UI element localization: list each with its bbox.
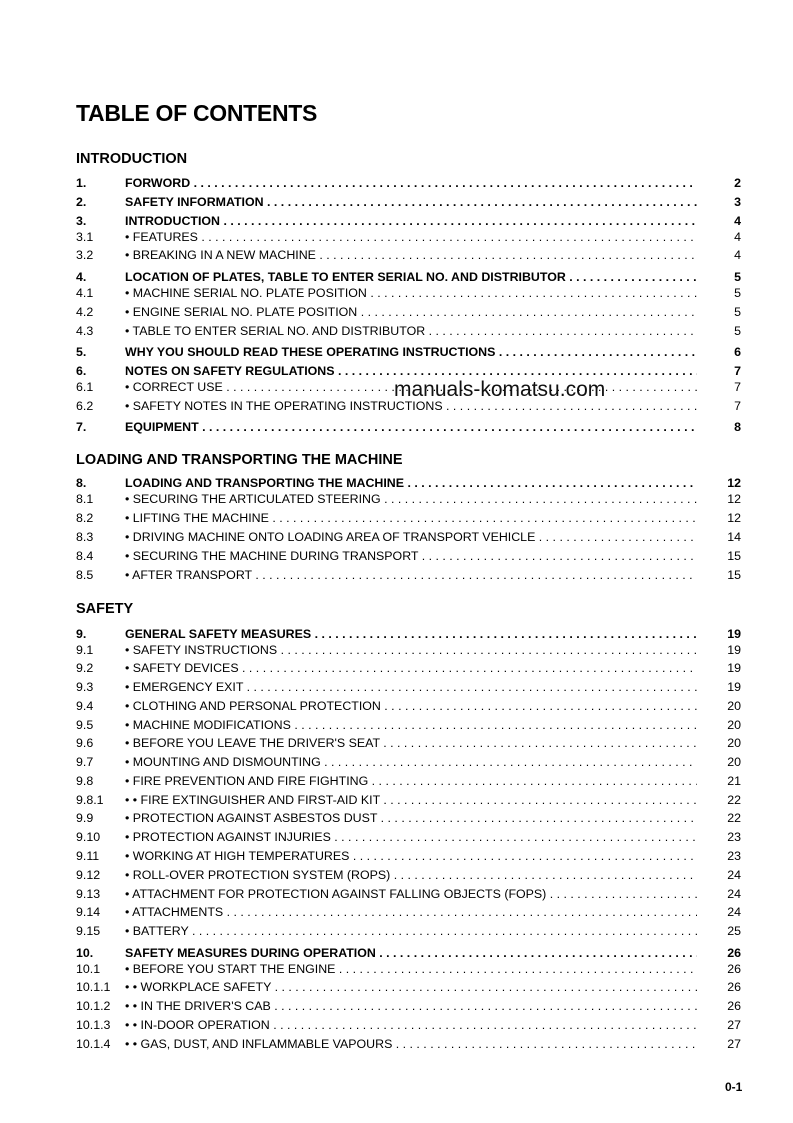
entry-page: 26 (727, 999, 741, 1013)
entry-page: 8 (734, 420, 741, 434)
entry-title: EQUIPMENT . . . (125, 419, 697, 436)
entry-number: 8.2 (76, 511, 94, 525)
entry-number: 8. (76, 476, 87, 490)
entry-title: • PROTECTION AGAINST INJURIES . . . (125, 829, 697, 846)
toc-entry[interactable] (76, 979, 741, 996)
toc-entry[interactable] (76, 285, 741, 302)
toc-entry[interactable] (76, 886, 741, 903)
entry-page: 25 (727, 924, 741, 938)
entry-title: • WORKING AT HIGH TEMPERATURES . . . (125, 848, 697, 865)
entry-page: 20 (727, 699, 741, 713)
entry-page: 24 (727, 887, 741, 901)
entry-number: 3.1 (76, 230, 94, 244)
toc-entry[interactable] (76, 548, 741, 565)
toc-entry[interactable] (76, 269, 741, 286)
entry-number: 9. (76, 627, 87, 641)
entry-title: • FIRE PREVENTION AND FIRE FIGHTING . . . (125, 773, 697, 790)
entry-number: 3.2 (76, 248, 94, 262)
entry-number: 9.2 (76, 661, 94, 675)
section-heading-introduction: INTRODUCTION (76, 151, 188, 167)
entry-number: 9.15 (76, 924, 101, 938)
toc-entry[interactable] (76, 810, 741, 827)
entry-title: GENERAL SAFETY MEASURES . . . (125, 626, 697, 643)
entry-title: • SAFETY DEVICES . . . (125, 660, 697, 677)
entry-title: • TABLE TO ENTER SERIAL NO. AND DISTRIBUTOR . . . (125, 323, 697, 340)
toc-entry[interactable] (76, 961, 741, 978)
toc-entry[interactable] (76, 717, 741, 734)
toc-entry[interactable] (76, 923, 741, 940)
entry-title: • MACHINE SERIAL NO. PLATE POSITION . . . (125, 285, 697, 302)
page-number: 0-1 (725, 1080, 743, 1094)
toc-entry[interactable] (76, 529, 741, 546)
entry-title: SAFETY INFORMATION . . . (125, 194, 697, 211)
entry-title: • SECURING THE ARTICULATED STEERING . . . (125, 491, 697, 508)
entry-title: • • IN-DOOR OPERATION . . . (125, 1017, 697, 1034)
toc-entry[interactable] (76, 945, 741, 962)
entry-number: 6.1 (76, 380, 94, 394)
entry-page: 7 (734, 364, 741, 378)
entry-title: FORWORD . . . (125, 175, 697, 192)
entry-title: • BATTERY . . . (125, 923, 697, 940)
entry-page: 2 (734, 176, 741, 190)
toc-entry[interactable] (76, 175, 741, 192)
entry-title: WHY YOU SHOULD READ THESE OPERATING INSTRUCTIONS . . . (125, 344, 697, 361)
toc-entry[interactable] (76, 904, 741, 921)
toc-entry[interactable] (76, 419, 741, 436)
entry-number: 9.1 (76, 643, 94, 657)
toc-entry[interactable] (76, 660, 741, 677)
entry-number: 5. (76, 345, 87, 359)
entry-number: 10. (76, 946, 94, 960)
entry-number: 2. (76, 195, 87, 209)
entry-page: 4 (734, 214, 741, 228)
toc-entry[interactable] (76, 679, 741, 696)
entry-number: 8.4 (76, 549, 94, 563)
entry-page: 22 (727, 811, 741, 825)
entry-title: • BREAKING IN A NEW MACHINE . . . (125, 247, 697, 264)
entry-number: 1. (76, 176, 87, 190)
toc-entry[interactable] (76, 491, 741, 508)
entry-title: • MACHINE MODIFICATIONS . . . (125, 717, 697, 734)
watermark: manuals-komatsu.com (394, 378, 606, 401)
entry-number: 9.8 (76, 774, 94, 788)
entry-page: 5 (734, 324, 741, 338)
toc-entry[interactable] (76, 735, 741, 752)
entry-number: 6.2 (76, 399, 94, 413)
toc-entry[interactable] (76, 304, 741, 321)
toc-entry[interactable] (76, 229, 741, 246)
entry-page: 23 (727, 830, 741, 844)
entry-page: 20 (727, 755, 741, 769)
entry-title: • • WORKPLACE SAFETY . . . (125, 979, 697, 996)
entry-page: 12 (727, 476, 741, 490)
toc-entry[interactable] (76, 792, 741, 809)
entry-title: • LIFTING THE MACHINE . . . (125, 510, 697, 527)
entry-page: 19 (727, 627, 741, 641)
entry-title: LOCATION OF PLATES, TABLE TO ENTER SERIAL NO. AND DISTRIBUTOR . . . (125, 269, 697, 286)
section-heading-safety: SAFETY (76, 601, 134, 617)
toc-entry[interactable] (76, 867, 741, 884)
entry-page: 26 (727, 946, 741, 960)
entry-page: 27 (727, 1037, 741, 1051)
entry-page: 23 (727, 849, 741, 863)
section-heading-loading: LOADING AND TRANSPORTING THE MACHINE (76, 452, 403, 468)
entry-number: 10.1.1 (76, 980, 111, 994)
entry-page: 14 (727, 530, 741, 544)
entry-page: 19 (727, 680, 741, 694)
entry-number: 4. (76, 270, 87, 284)
entry-page: 24 (727, 868, 741, 882)
entry-page: 27 (727, 1018, 741, 1032)
entry-page: 3 (734, 195, 741, 209)
entry-number: 8.3 (76, 530, 94, 544)
entry-number: 9.5 (76, 718, 94, 732)
entry-title: LOADING AND TRANSPORTING THE MACHINE . . . (125, 475, 697, 492)
entry-number: 10.1.2 (76, 999, 111, 1013)
entry-number: 10.1 (76, 962, 101, 976)
entry-title: • ATTACHMENT FOR PROTECTION AGAINST FALLING OBJECTS (FOPS) . . . (125, 886, 697, 903)
entry-page: 20 (727, 718, 741, 732)
entry-title: • MOUNTING AND DISMOUNTING . . . (125, 754, 697, 771)
toc-entry[interactable] (76, 642, 741, 659)
entry-page: 7 (734, 380, 741, 394)
toc-entry[interactable] (76, 773, 741, 790)
entry-page: 15 (727, 568, 741, 582)
entry-number: 9.3 (76, 680, 94, 694)
entry-title: INTRODUCTION . . . (125, 213, 697, 230)
entry-number: 10.1.4 (76, 1037, 111, 1051)
entry-page: 26 (727, 962, 741, 976)
entry-number: 3. (76, 214, 87, 228)
entry-title: • • GAS, DUST, AND INFLAMMABLE VAPOURS . . . (125, 1036, 697, 1053)
toc-entry[interactable] (76, 194, 741, 211)
entry-title: • ENGINE SERIAL NO. PLATE POSITION . . . (125, 304, 697, 321)
toc-entry[interactable] (76, 213, 741, 230)
entry-number: 6. (76, 364, 87, 378)
entry-number: 4.2 (76, 305, 94, 319)
entry-page: 21 (727, 774, 741, 788)
entry-page: 6 (734, 345, 741, 359)
entry-page: 12 (727, 492, 741, 506)
entry-page: 26 (727, 980, 741, 994)
entry-page: 19 (727, 643, 741, 657)
toc-entry[interactable] (76, 344, 741, 361)
toc-entry[interactable] (76, 626, 741, 643)
entry-page: 24 (727, 905, 741, 919)
entry-page: 22 (727, 793, 741, 807)
toc-entry[interactable] (76, 323, 741, 340)
entry-number: 10.1.3 (76, 1018, 111, 1032)
entry-title: • EMERGENCY EXIT . . . (125, 679, 697, 696)
entry-number: 9.10 (76, 830, 101, 844)
toc-entry[interactable] (76, 247, 741, 264)
entry-number: 9.9 (76, 811, 94, 825)
toc-entry[interactable] (76, 754, 741, 771)
entry-number: 9.6 (76, 736, 94, 750)
entry-number: 9.4 (76, 699, 94, 713)
entry-page: 7 (734, 399, 741, 413)
entry-page: 5 (734, 305, 741, 319)
entry-number: 9.12 (76, 868, 101, 882)
toc-entry[interactable] (76, 1036, 741, 1053)
entry-number: 4.3 (76, 324, 94, 338)
entry-number: 8.1 (76, 492, 94, 506)
entry-page: 19 (727, 661, 741, 675)
toc-entry[interactable] (76, 848, 741, 865)
page-title: TABLE OF CONTENTS (76, 100, 318, 126)
entry-number: 9.7 (76, 755, 94, 769)
toc-entry[interactable] (76, 698, 741, 715)
entry-page: 4 (734, 248, 741, 262)
entry-title: • ATTACHMENTS . . . (125, 904, 697, 921)
toc-entry[interactable] (76, 510, 741, 527)
entry-title: • • FIRE EXTINGUISHER AND FIRST-AID KIT . . . (125, 792, 697, 809)
entry-page: 12 (727, 511, 741, 525)
entry-title: • SAFETY INSTRUCTIONS . . . (125, 642, 697, 659)
entry-title: • AFTER TRANSPORT . . . (125, 567, 697, 584)
entry-number: 8.5 (76, 568, 94, 582)
entry-title: • • IN THE DRIVER'S CAB . . . (125, 998, 697, 1015)
toc-entry[interactable] (76, 998, 741, 1015)
entry-title: • CLOTHING AND PERSONAL PROTECTION . . . (125, 698, 697, 715)
entry-number: 9.8.1 (76, 793, 104, 807)
entry-title: • DRIVING MACHINE ONTO LOADING AREA OF TRANSPORT VEHICLE . . . (125, 529, 697, 546)
toc-entry[interactable] (76, 567, 741, 584)
entry-page: 4 (734, 230, 741, 244)
entry-number: 7. (76, 420, 87, 434)
entry-title: • SAFETY NOTES IN THE OPERATING INSTRUCTIONS . . . (125, 398, 697, 415)
entry-title: • BEFORE YOU LEAVE THE DRIVER'S SEAT . . . (125, 735, 697, 752)
entry-title: • FEATURES . . . (125, 229, 697, 246)
entry-page: 5 (734, 286, 741, 300)
entry-page: 20 (727, 736, 741, 750)
entry-title: • ROLL-OVER PROTECTION SYSTEM (ROPS) . . . (125, 867, 697, 884)
entry-title: SAFETY MEASURES DURING OPERATION . . . (125, 945, 697, 962)
entry-number: 9.13 (76, 887, 101, 901)
toc-entry[interactable] (76, 1017, 741, 1034)
entry-title: • PROTECTION AGAINST ASBESTOS DUST . . . (125, 810, 697, 827)
entry-title: • SECURING THE MACHINE DURING TRANSPORT . . . (125, 548, 697, 565)
toc-entry[interactable] (76, 829, 741, 846)
entry-title: • CORRECT USE . . . (125, 379, 697, 396)
entry-title: NOTES ON SAFETY REGULATIONS . . . (125, 363, 697, 380)
toc-entry[interactable] (76, 475, 741, 492)
entry-number: 9.11 (76, 849, 100, 863)
entry-number: 4.1 (76, 286, 94, 300)
entry-title: • BEFORE YOU START THE ENGINE . . . (125, 961, 697, 978)
entry-page: 5 (734, 270, 741, 284)
entry-page: 15 (727, 549, 741, 563)
entry-number: 9.14 (76, 905, 101, 919)
